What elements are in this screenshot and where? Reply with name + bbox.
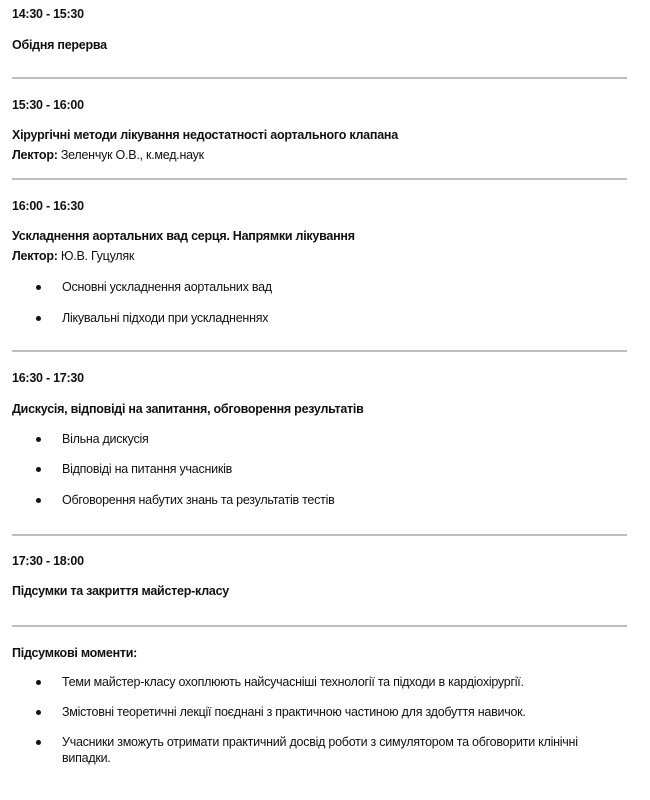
list-item: Обговорення набутих знань та результатів тестів	[62, 493, 335, 507]
summary-heading: Підсумкові моменти:	[12, 646, 138, 660]
lecturer-name: Ю.В. Гуцуляк	[57, 249, 135, 263]
bullet-icon	[36, 740, 41, 745]
divider	[12, 534, 627, 536]
session-title: Ускладнення аортальних вад серця. Напрямки лікування	[12, 229, 355, 243]
divider	[12, 625, 627, 627]
list-item: Учасники зможуть отримати практичний досвід роботи з симулятором та обговорити клінічні випадки.	[62, 735, 578, 765]
bullet-icon	[36, 316, 41, 321]
list-item: Лікувальні підходи при ускладненнях	[62, 311, 269, 325]
lecturer-label: Лектор:	[12, 249, 58, 263]
session-title: Обідня перерва	[12, 38, 107, 52]
time-slot: 15:30 - 16:00	[12, 98, 84, 112]
list-item: Змістовні теоретичні лекції поєднані з практичною частиною для здобуття навичок.	[62, 705, 526, 719]
bullet-icon	[36, 710, 41, 715]
divider	[12, 77, 627, 79]
time-slot: 16:00 - 16:30	[12, 199, 84, 213]
lecturer-label: Лектор:	[12, 148, 58, 162]
lecturer-name: Зеленчук О.В., к.мед.наук	[57, 148, 204, 162]
list-item: Відповіді на питання учасників	[62, 462, 232, 476]
session-title: Хірургічні методи лікування недостатності аортального клапана	[12, 128, 398, 142]
time-slot: 16:30 - 17:30	[12, 371, 84, 385]
bullet-icon	[36, 437, 41, 442]
session-title: Підсумки та закриття майстер-класу	[12, 584, 230, 598]
time-slot: 14:30 - 15:30	[12, 7, 84, 21]
list-item: Основні ускладнення аортальних вад	[62, 280, 272, 294]
time-slot: 17:30 - 18:00	[12, 554, 84, 568]
lecturer-line	[12, 248, 134, 264]
bullet-icon	[36, 285, 41, 290]
bullet-icon	[36, 498, 41, 503]
session-title: Дискусія, відповіді на запитання, обговорення результатів	[12, 402, 364, 416]
lecturer-line	[12, 147, 204, 163]
divider	[12, 350, 627, 352]
bullet-icon	[36, 680, 41, 685]
list-item: Вільна дискусія	[62, 432, 149, 446]
divider	[12, 178, 627, 180]
bullet-icon	[36, 467, 41, 472]
list-item: Теми майстер-класу охоплюють найсучасніші технології та підходи в кардіохірургії.	[62, 675, 524, 689]
